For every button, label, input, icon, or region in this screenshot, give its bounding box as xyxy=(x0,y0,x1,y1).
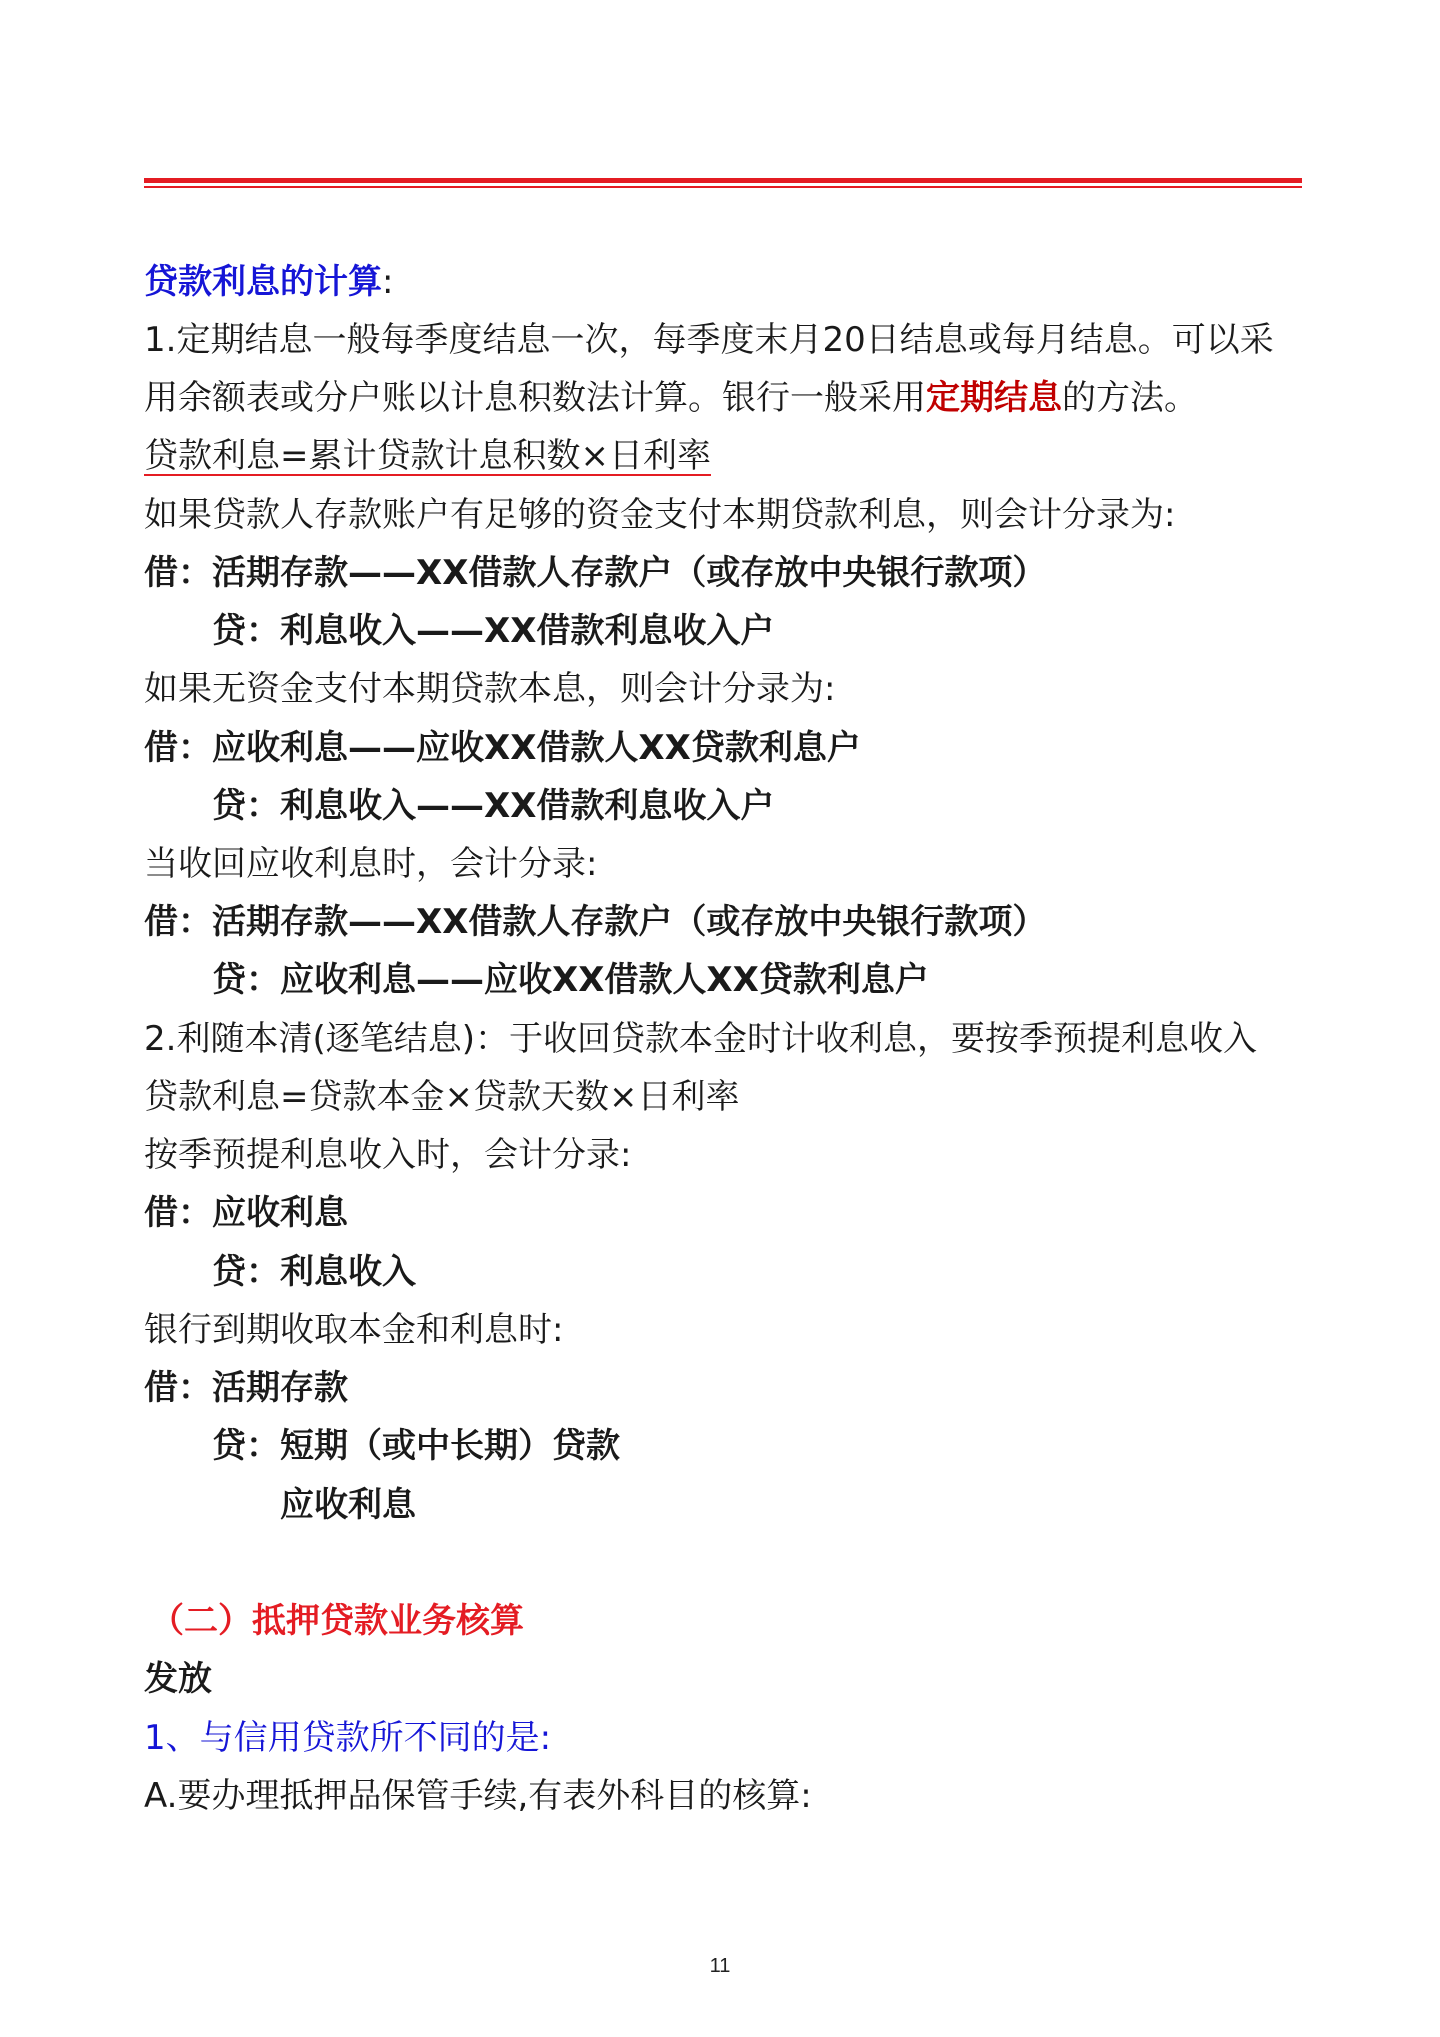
entry-5-credit-2: 应收利息 xyxy=(280,1485,416,1525)
formula-1: 贷款利息=累计贷款计息积数×日利率 xyxy=(144,436,711,476)
formula-1-line xyxy=(144,432,711,480)
formula-2: 贷款利息=贷款本金×贷款天数×日利率 xyxy=(144,1077,740,1117)
section-2-subheading: 发放 xyxy=(144,1659,212,1699)
entry-5-debit: 借：活期存款 xyxy=(144,1368,348,1408)
section-heading-colon: : xyxy=(382,262,394,302)
paragraph-1-text-after: 的方法。 xyxy=(1062,378,1198,418)
section-heading: 贷款利息的计算 xyxy=(144,262,382,302)
entry-4-intro: 按季预提利息收入时，会计分录: xyxy=(144,1135,632,1175)
entry-1-debit: 借：活期存款——XX借款人存款户（或存放中央银行款项） xyxy=(144,553,1047,593)
entry-5-intro: 银行到期收取本金和利息时: xyxy=(144,1310,564,1350)
entry-5-credit-1: 贷：短期（或中长期）贷款 xyxy=(212,1426,620,1466)
paragraph-2-intro: 2.利随本清(逐笔结息)：于收回贷款本金时计收利息，要按季预提利息收入 xyxy=(144,1019,1257,1059)
paragraph-1-line-1: 1.定期结息一般每季度结息一次，每季度末月20日结息或每月结息。可以采 xyxy=(144,320,1274,360)
section-2-point-a: A.要办理抵押品保管手续,有表外科目的核算: xyxy=(144,1776,812,1816)
paragraph-1-text-before: 用余额表或分户账以计息积数法计算。银行一般采用 xyxy=(144,378,926,418)
entry-3-debit: 借：活期存款——XX借款人存款户（或存放中央银行款项） xyxy=(144,902,1047,942)
entry-1-intro: 如果贷款人存款账户有足够的资金支付本期贷款利息，则会计分录为: xyxy=(144,495,1176,535)
paragraph-1-line-2 xyxy=(144,374,1198,422)
entry-2-debit: 借：应收利息——应收XX借款人XX贷款利息户 xyxy=(144,728,861,768)
section-2-title: （二）抵押贷款业务核算 xyxy=(150,1601,524,1641)
entry-4-credit: 贷：利息收入 xyxy=(212,1252,416,1292)
entry-3-credit: 贷：应收利息——应收XX借款人XX贷款利息户 xyxy=(212,960,929,1000)
page-number: 11 xyxy=(709,1955,731,1977)
entry-2-intro: 如果无资金支付本期贷款本息，则会计分录为: xyxy=(144,669,836,709)
header-rule-thick xyxy=(144,178,1302,183)
section-heading-line xyxy=(144,258,393,306)
entry-1-credit: 贷：利息收入——XX借款利息收入户 xyxy=(212,611,775,651)
section-2-point-1: 1、与信用贷款所不同的是: xyxy=(144,1718,552,1758)
entry-3-intro: 当收回应收利息时，会计分录: xyxy=(144,844,598,884)
entry-4-debit: 借：应收利息 xyxy=(144,1193,348,1233)
header-rule-thin xyxy=(144,186,1302,188)
entry-2-credit: 贷：利息收入——XX借款利息收入户 xyxy=(212,786,775,826)
highlighted-term: 定期结息 xyxy=(926,378,1062,418)
